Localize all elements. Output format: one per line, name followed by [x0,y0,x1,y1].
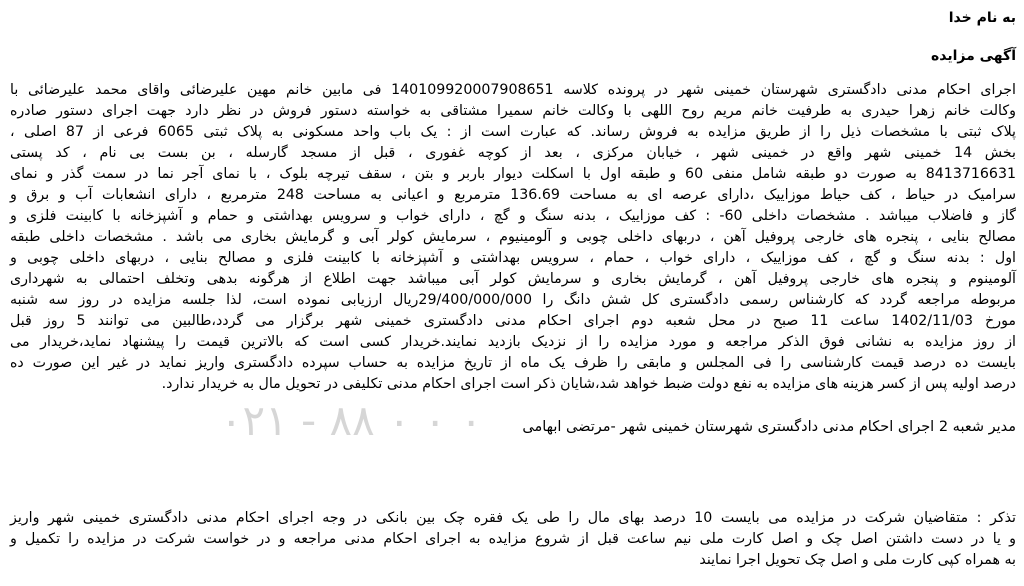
body-line: 8413716631 به صورت دو طبقه شامل منفی 60 و طبقه اول با اسکلت دیوار باربر و بتن ، سقف تیرچه بلوک ، با نمای آجر نما در سمت گذر و نمای [10,166,1017,182]
body-line: مربوطه مراجعه گردد که کارشناس رسمی دادگستری کل شش دانگ را 29/400/000/000ریال ارزیابی نموده است، لذا جلسه مزایده در روز سه شنبه [10,292,1017,308]
body-line: پلاک ثبتی با مشخصات ذیل را از طریق مزایده به فروش رساند. که عبارت است از : یک باب واحد مسکونی به پلاک ثبتی 6065 فرعی از 87 اصلی ، [10,124,1017,140]
body-line: بخش 14 خمینی شهر واقع در خمینی شهر ، خیابان مرکزی ، بعد از کوچه غفوری ، قبل از مسجد گارسله ، بن بست بی نام ، کد پستی [10,145,1016,161]
body-line: گاز و فاضلاب میباشد . مشخصات داخلی 60- : کف موزاییک ، بدنه سنگ و گچ ، دارای خواب و سرویس بهداشتی و حمام و آشپزخانه با کابینت فلزی و [10,208,1016,224]
phone-watermark: ۰۲۱ - ۸۸ ۰ ۰ ۰ [220,396,483,445]
body-line: از روز مزایده به نشانی فوق الذکر مراجعه و مورد مزایده را از نزدیک بازدید نمایند.خریدار کسی است که بالاترین قیمت را پیشنهاد نماید،خریدار می [10,334,1016,350]
basmala-heading: به نام خدا [948,10,1016,26]
signature-line: مدیر شعبه 2 اجرای احکام مدنی دادگستری شهرستان خمینی شهر -مرتضی ابهامی [522,419,1016,435]
body-line: وکالت خانم زهرا حیدری به طرفیت خانم مریم روح اللهی با وکالت خانم سمیرا مشتاقی به خواسته دستور فروش در نظر دارد جهت اجرای دستور صادره [10,103,1016,119]
note-section [10,508,1016,571]
body-line: مورخ 1402/11/03 ساعت 11 صبح در محل شعبه دوم اجرای احکام مدنی دادگستری خمینی شهر برگزار می گردد،طالبین می توانند 5 روز قبل [10,313,1016,329]
body-line: آلومینوم و پنجره های خارجی پروفیل آهن ، گرمایش بخاری و سرمایش کولر آبی میباشد جهت اطلاع از هرگونه بدهی وتخلف احتمالی به شهرداری [10,271,1016,287]
note-line: تذکر : متقاضیان شرکت در مزایده می بایست 10 درصد بهای مال را طی یک فقره چک بین بانکی در وجه اجرای احکام مدنی دادگستری خمینی شهر واریز [10,510,1016,526]
body-line: سرامیک در حیاط ، کف حیاط موزاییک ،دارای عرصه ای به مساحت 136.69 مترمربع و اعیانی به مساحت 248 مترمربع ، دارای انشعابات آب و برق و [10,187,1016,203]
notice-title: آگهی مزایده [930,48,1016,64]
note-line: به همراه کپی کارت ملی و اصل چک تحویل اجرا نمایند [699,552,1016,568]
body-line: مصالح بنایی ، پنجره های خارجی پروفیل آهن ، دربهای داخلی چوبی و آلومینیوم ، سرمایش کولر آبی و گرمایش بخاری می باشد . مشخصات داخلی طبقه [10,229,1016,245]
note-line: و یا در دست داشتن اصل چک و اصل کارت ملی نیم ساعت قبل از شروع مزایده به اجرای احکام مدنی مراجعه و در خواست شرکت در مزایده را تکمیل و [10,531,1016,547]
body-line: درصد اولیه پس از کسر هزینه های مزایده به نفع دولت ضبط خواهد شد،شایان ذکر است اجرای احکام مدنی تکلیفی در تحویل مال به خریدار ندارد. [161,376,1016,392]
body-line: اول : بدنه سنگ و گچ ، کف موزاییک ، دارای خواب ، حمام ، سرویس بهداشتی و آشپزخانه با کابینت فلزی و مصالح بنایی ، دربهای داخلی چوبی و [10,250,1016,266]
notice-body [10,80,1016,395]
body-line: بایست ده درصد قیمت کارشناسی را فی المجلس و مابقی را ظرف یک ماه از تاریخ مزایده به حساب سپرده دادگستری واریز نماید در غیر این صورت ده [10,355,1016,371]
body-line: اجرای احکام مدنی دادگستری شهرستان خمینی شهر در پرونده کلاسه 140109920007908651 فی مابین خانم مهین علیرضائی واقای محمد علیرضائی با [10,82,1016,98]
